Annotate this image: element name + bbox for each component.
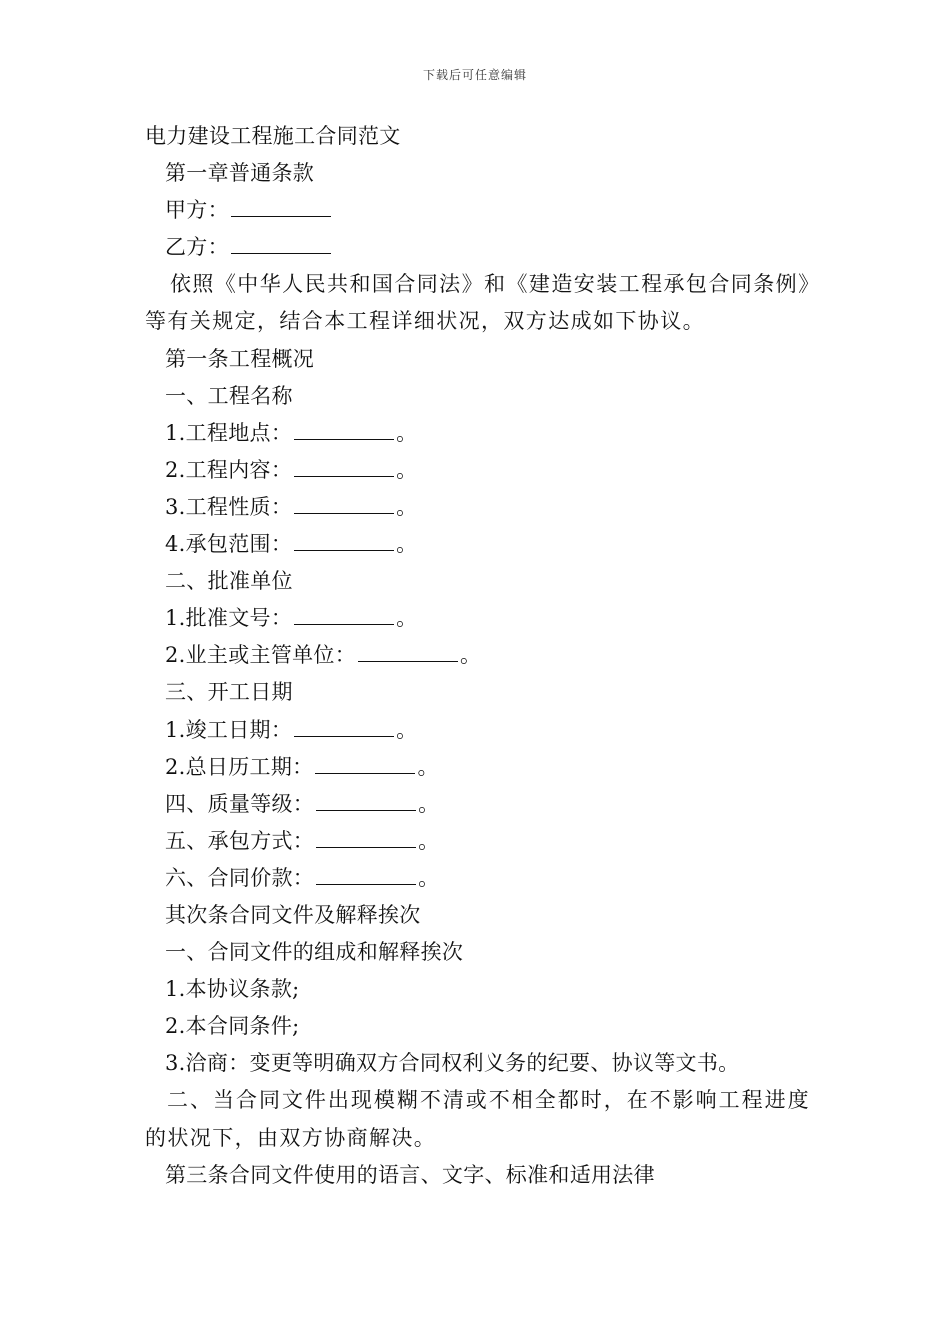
period: 。 — [396, 717, 418, 742]
period: 。 — [396, 606, 418, 631]
document-title: 电力建设工程施工合同范文 — [145, 124, 401, 148]
contract-scope-line — [145, 526, 810, 563]
total-duration-line — [145, 749, 810, 786]
period: 。 — [396, 532, 418, 557]
section-heading: 三、开工日期 — [165, 680, 293, 705]
fill-blank — [316, 823, 416, 848]
party-a-blank — [231, 192, 331, 217]
list-item: 3.洽商：变更等明确双方合同权利义务的纪要、协议等文书。 — [165, 1051, 740, 1076]
fill-blank — [316, 860, 416, 885]
field-label: 2.业主或主管单位： — [165, 643, 357, 668]
fill-blank — [294, 489, 394, 514]
section-heading: 一、工程名称 — [165, 383, 293, 408]
fill-blank — [294, 712, 394, 737]
approval-number-line — [145, 600, 810, 637]
field-label: 1.工程地点： — [165, 420, 293, 445]
article-1-heading: 第一条工程概况 — [165, 346, 315, 371]
period: 。 — [396, 494, 418, 519]
fill-blank — [294, 526, 394, 551]
field-label: 2.工程内容： — [165, 457, 293, 482]
owner-unit-line — [145, 637, 810, 674]
field-label: 1.批准文号： — [165, 606, 293, 631]
contract-price-line — [145, 860, 810, 897]
party-b-line — [145, 229, 810, 266]
completion-date-line — [145, 712, 810, 749]
party-b-label: 乙方： — [165, 235, 229, 260]
contract-method-line — [145, 823, 810, 860]
field-label: 4.承包范围： — [165, 532, 293, 557]
article-3-heading: 第三条合同文件使用的语言、文字、标准和适用法律 — [165, 1162, 655, 1187]
field-label: 五、承包方式： — [165, 828, 315, 853]
field-label: 六、合同价款： — [165, 865, 315, 890]
project-location-line — [145, 415, 810, 452]
fill-blank — [358, 637, 458, 662]
party-a-line — [145, 192, 810, 229]
article-2-heading: 其次条合同文件及解释挨次 — [165, 902, 421, 927]
field-label: 1.竣工日期： — [165, 717, 293, 742]
section-heading: 二、批准单位 — [165, 569, 293, 594]
chapter-heading: 第一章普通条款 — [165, 161, 315, 186]
party-b-blank — [231, 229, 331, 254]
period: 。 — [417, 754, 439, 779]
field-label: 3.工程性质： — [165, 494, 293, 519]
project-nature-line — [145, 489, 810, 526]
page-header: 下载后可任意编辑 — [422, 68, 527, 82]
period: 。 — [396, 420, 418, 445]
preamble-paragraph: 依照《中华人民共和国合同法》和《建造安装工程承包合同条例》等有关规定，结合本工程详细状况，双方达成如下协议。 — [145, 272, 810, 334]
field-label: 2.总日历工期： — [165, 754, 314, 779]
period: 。 — [418, 828, 440, 853]
list-item: 1.本协议条款; — [165, 977, 300, 1002]
field-label: 四、质量等级： — [165, 791, 315, 816]
period: 。 — [460, 643, 482, 668]
fill-blank — [294, 600, 394, 625]
period: 。 — [418, 865, 440, 890]
section-heading: 一、合同文件的组成和解释挨次 — [165, 940, 464, 965]
ambiguity-paragraph: 二、当合同文件出现模糊不清或不相全都时，在不影响工程进度的状况下，由双方协商解决。 — [145, 1088, 810, 1150]
fill-blank — [316, 786, 416, 811]
period: 。 — [396, 457, 418, 482]
fill-blank — [315, 749, 415, 774]
fill-blank — [294, 452, 394, 477]
document-body — [145, 118, 810, 1194]
quality-grade-line — [145, 786, 810, 823]
party-a-label: 甲方： — [165, 198, 229, 223]
fill-blank — [294, 415, 394, 440]
period: 。 — [418, 791, 440, 816]
list-item: 2.本合同条件; — [165, 1014, 300, 1039]
project-content-line — [145, 452, 810, 489]
